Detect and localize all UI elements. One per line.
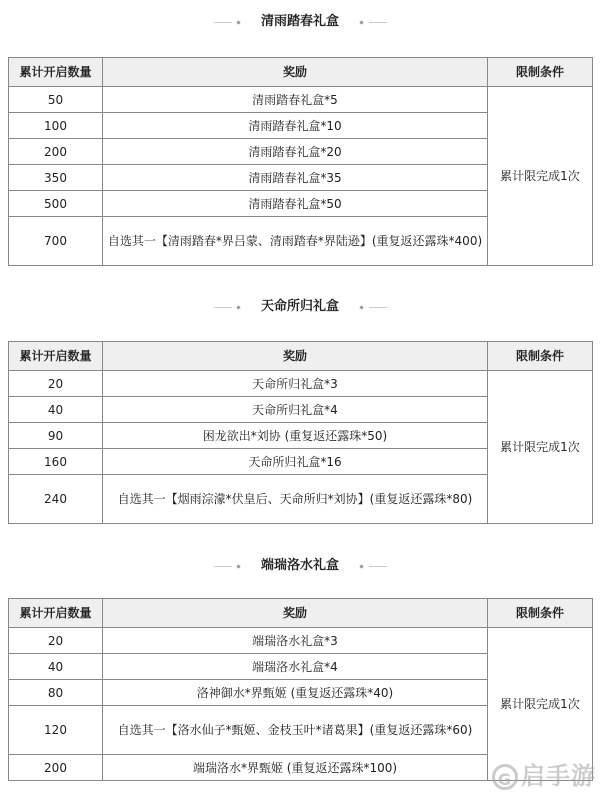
header-reward: 奖励 — [103, 599, 488, 628]
reward-cell: 自选其一【烟雨淙濛*伏皇后、天命所归*刘协】(重复返还露珠*80) — [103, 475, 488, 524]
header-count: 累计开启数量 — [9, 342, 103, 371]
section-title — [0, 12, 600, 32]
reward-cell: 清雨踏春礼盒*20 — [103, 139, 488, 165]
count-cell: 90 — [9, 423, 103, 449]
header-limit: 限制条件 — [488, 342, 593, 371]
divider — [214, 22, 232, 23]
count-cell: 350 — [9, 165, 103, 191]
diamond-icon — [236, 305, 240, 309]
reward-table — [8, 341, 593, 524]
header-count: 累计开启数量 — [9, 599, 103, 628]
diamond-icon — [359, 305, 363, 309]
limit-cell: 累计限完成1次 — [488, 371, 593, 524]
watermark-text: 启手游 — [521, 762, 596, 790]
section-title-text: 天命所归礼盒 — [260, 299, 339, 314]
count-cell: 240 — [9, 475, 103, 524]
count-cell: 20 — [9, 371, 103, 397]
reward-cell: 洛神御水*界甄姬 (重复返还露珠*40) — [103, 680, 488, 706]
header-reward: 奖励 — [103, 342, 488, 371]
count-cell: 200 — [9, 139, 103, 165]
reward-cell: 天命所归礼盒*4 — [103, 397, 488, 423]
header-count: 累计开启数量 — [9, 58, 103, 87]
reward-cell: 清雨踏春礼盒*50 — [103, 191, 488, 217]
divider — [369, 307, 387, 308]
divider — [369, 566, 387, 567]
diamond-icon — [359, 20, 363, 24]
reward-cell: 清雨踏春礼盒*35 — [103, 165, 488, 191]
table-header-row — [9, 599, 593, 628]
count-cell: 700 — [9, 217, 103, 266]
table-row — [9, 371, 593, 397]
count-cell: 50 — [9, 87, 103, 113]
reward-cell: 自选其一【洛水仙子*甄姬、金枝玉叶*诸葛果】(重复返还露珠*60) — [103, 706, 488, 755]
table-header-row — [9, 342, 593, 371]
reward-cell: 困龙欲出*刘协 (重复返还露珠*50) — [103, 423, 488, 449]
watermark-g-icon: G — [492, 764, 518, 790]
watermark-logo — [492, 756, 596, 791]
count-cell: 20 — [9, 628, 103, 654]
count-cell: 80 — [9, 680, 103, 706]
count-cell: 200 — [9, 755, 103, 781]
diamond-icon — [236, 20, 240, 24]
divider — [214, 566, 232, 567]
table-row — [9, 628, 593, 654]
section-title — [0, 297, 600, 317]
divider — [214, 307, 232, 308]
diamond-icon — [236, 564, 240, 568]
table-row — [9, 87, 593, 113]
reward-cell: 天命所归礼盒*3 — [103, 371, 488, 397]
section-title-text: 端瑞洛水礼盒 — [260, 558, 339, 573]
count-cell: 40 — [9, 654, 103, 680]
limit-cell: 累计限完成1次 — [488, 87, 593, 266]
section-title — [0, 556, 600, 576]
count-cell: 100 — [9, 113, 103, 139]
limit-cell: 累计限完成1次 — [488, 628, 593, 781]
reward-table — [8, 598, 593, 781]
reward-cell: 清雨踏春礼盒*5 — [103, 87, 488, 113]
reward-cell: 端瑞洛水*界甄姬 (重复返还露珠*100) — [103, 755, 488, 781]
divider — [369, 22, 387, 23]
header-limit: 限制条件 — [488, 599, 593, 628]
reward-cell: 清雨踏春礼盒*10 — [103, 113, 488, 139]
count-cell: 40 — [9, 397, 103, 423]
table-header-row — [9, 58, 593, 87]
reward-table — [8, 57, 593, 266]
reward-cell: 自选其一【清雨踏春*界吕蒙、清雨踏春*界陆逊】(重复返还露珠*400) — [103, 217, 488, 266]
diamond-icon — [359, 564, 363, 568]
count-cell: 120 — [9, 706, 103, 755]
count-cell: 160 — [9, 449, 103, 475]
section-title-text: 清雨踏春礼盒 — [260, 14, 339, 29]
reward-cell: 端瑞洛水礼盒*4 — [103, 654, 488, 680]
header-limit: 限制条件 — [488, 58, 593, 87]
header-reward: 奖励 — [103, 58, 488, 87]
reward-cell: 天命所归礼盒*16 — [103, 449, 488, 475]
reward-cell: 端瑞洛水礼盒*3 — [103, 628, 488, 654]
count-cell: 500 — [9, 191, 103, 217]
